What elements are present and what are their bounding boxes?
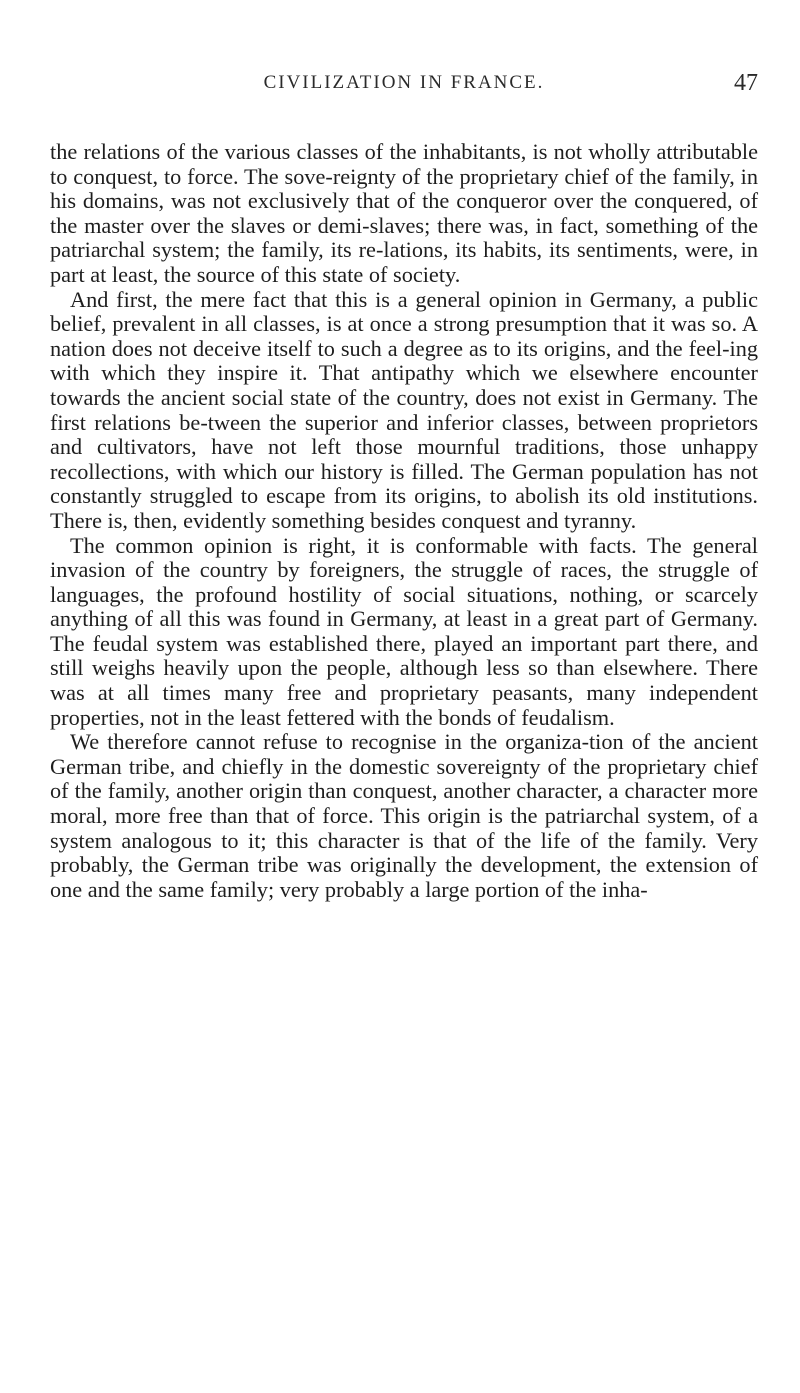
body-text — [50, 140, 758, 902]
paragraph: We therefore cannot refuse to recognise in the organiza-tion of the ancient German tribe, and chiefly in the domestic sovereignty of the proprietary chief of the family, another origin than conquest, another character, a character more moral, more free than that of force. This origin is the patriarchal system, of a system analogous to it; this character is that of the life of the family. Very probably, the German tribe was originally the development, the extension of one and the same family; very probably a large portion of the inha- — [50, 729, 758, 902]
paragraph: The common opinion is right, it is conformable with facts. The general invasion of the country by foreigners, the struggle of races, the struggle of languages, the profound hostility of social situations, nothing, or scarcely anything of all this was found in Germany, at least in a great part of Germany. The feudal system was established there, played an important part there, and still weighs heavily upon the people, although less so than elsewhere. There was at all times many free and proprietary peasants, many independent properties, not in the least fettered with the bonds of feudalism. — [50, 532, 758, 730]
running-title: CIVILIZATION IN FRANCE. — [263, 72, 545, 93]
paragraph: And first, the mere fact that this is a general opinion in Germany, a public belief, prevalent in all classes, is at once a strong presumption that it was so. A nation does not deceive itself to such a degree as to its origins, and the feel-ing with which they inspire it. That antipathy which we elsewhere encounter towards the ancient social state of the country, does not exist in Germany. The first relations be-tween the superior and inferior classes, between proprietors and cultivators, have not left those mournful traditions, those unhappy recollections, with which our history is filled. The German population has not constantly struggled to escape from its origins, to abolish its old institutions. There is, then, evidently something besides conquest and tyranny. — [50, 286, 758, 533]
paragraph: the relations of the various classes of the inhabitants, is not wholly attributable to conquest, to force. The sove-reignty of the proprietary chief of the family, in his domains, was not exclusively that of the conqueror over the conquered, of the master over the slaves or demi-slaves; there was, in fact, something of the patriarchal system; the family, its re-lations, its habits, its sentiments, were, in part at least, the source of this state of society. — [50, 139, 758, 287]
running-header — [50, 72, 758, 102]
page-number: 47 — [734, 70, 758, 96]
